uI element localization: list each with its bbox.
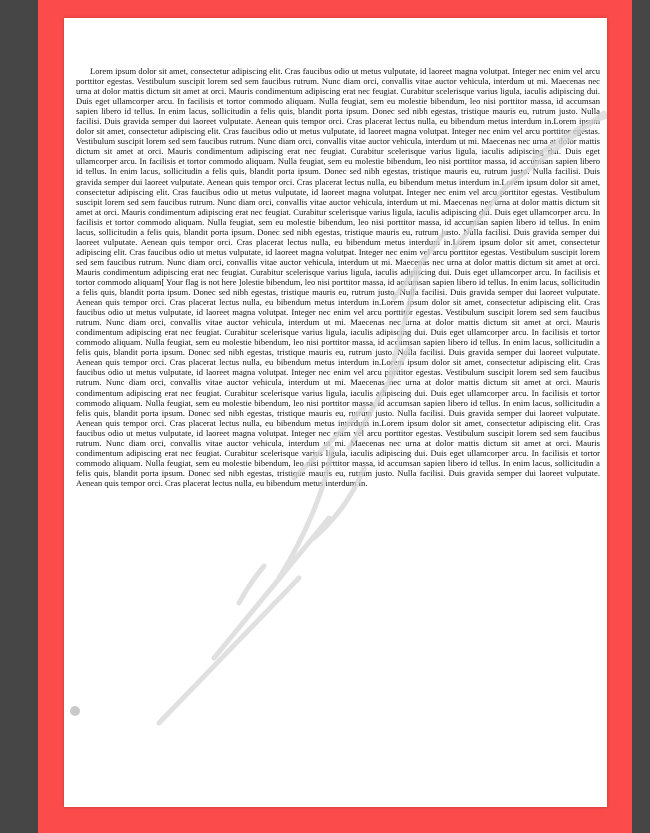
document-page[interactable] xyxy=(64,18,607,807)
scroll-position-indicator[interactable] xyxy=(70,706,80,716)
page-paragraph: Lorem ipsum dolor sit amet, consectetur adipiscing elit. Cras faucibus odio ut metus vulputate, id laoreet magna volutpat. Integer nec enim vel arcu porttitor egestas. Vestibulum suscipit lorem sed sem faucibus rutrum. Nunc diam orci, convallis vitae auctor vehicula, interdum ut mi. Maecenas nec urna at dolor mattis dictum sit amet at orci. Mauris condimentum adipiscing erat nec feugiat. Curabitur scelerisque varius ligula, iaculis adipiscing dui. Duis eget ullamcorper arcu. In facilisis et tortor commodo aliquam. Nulla feugiat, sem eu molestie bibendum, leo nisi porttitor massa, id accumsan sapien libero id tellus. In enim lacus, sollicitudin a felis quis, blandit porta ipsum. Donec sed nibh egestas, tristique mauris eu, rutrum justo. Nulla facilisi. Duis gravida semper dui laoreet vulputate. Aenean quis tempor orci. Cras placerat lectus nulla, eu bibendum metus interdum in.Lorem ipsum dolor sit amet, consectetur adipiscing elit. Cras faucibus odio ut metus vulputate, id laoreet magna volutpat. Integer nec enim vel arcu porttitor egestas. Vestibulum suscipit lorem sed sem faucibus rutrum. Nunc diam orci, convallis vitae auctor vehicula, interdum ut mi. Maecenas nec urna at dolor mattis dictum sit amet at orci. Mauris condimentum adipiscing erat nec feugiat. Curabitur scelerisque varius ligula, iaculis adipiscing dui. Duis eget ullamcorper arcu. In facilisis et tortor commodo aliquam. Nulla feugiat, sem eu molestie bibendum, leo nisi porttitor massa, id accumsan sapien libero id tellus. In enim lacus, sollicitudin a felis quis, blandit porta ipsum. Donec sed nibh egestas, tristique mauris eu, rutrum justo. Nulla facilisi. Duis gravida semper dui laoreet vulputate. Aenean quis tempor orci. Cras placerat lectus nulla, eu bibendum metus interdum in.Lorem ipsum dolor sit amet, consectetur adipiscing elit. Cras faucibus odio ut metus vulputate, id laoreet magna volutpat. Integer nec enim vel arcu porttitor egestas. Vestibulum suscipit lorem sed sem faucibus rutrum. Nunc diam orci, convallis vitae auctor vehicula, interdum ut mi. Maecenas nec urna at dolor mattis dictum sit amet at orci. Mauris condimentum adipiscing erat nec feugiat. Curabitur scelerisque varius ligula, iaculis adipiscing dui. Duis eget ullamcorper arcu. In facilisis et tortor commodo aliquam. Nulla feugiat, sem eu molestie bibendum, leo nisi porttitor massa, id accumsan sapien libero id tellus. In enim lacus, sollicitudin a felis quis, blandit porta ipsum. Donec sed nibh egestas, tristique mauris eu, rutrum justo. Nulla facilisi. Duis gravida semper dui laoreet vulputate. Aenean quis tempor orci. Cras placerat lectus nulla, eu bibendum metus interdum in.Lorem ipsum dolor sit amet, consectetur adipiscing elit. Cras faucibus odio ut metus vulputate, id laoreet magna volutpat. Integer nec enim vel arcu porttitor egestas. Vestibulum suscipit lorem sed sem faucibus rutrum. Nunc diam orci, convallis vitae auctor vehicula, interdum ut mi. Maecenas nec urna at dolor mattis dictum sit amet at orci. Mauris condimentum adipiscing erat nec feugiat. Curabitur scelerisque varius ligula, iaculis adipiscing dui. Duis eget ullamcorper arcu. In facilisis et tortor commodo aliquam[ Your flag is not here ]olestie bibendum, leo nisi porttitor massa, id accumsan sapien libero id tellus. In enim lacus, sollicitudin a felis quis, blandit porta ipsum. Donec sed nibh egestas, tristique mauris eu, rutrum justo. Nulla facilisi. Duis gravida semper dui laoreet vulputate. Aenean quis tempor orci. Cras placerat lectus nulla, eu bibendum metus interdum in.Lorem ipsum dolor sit amet, consectetur adipiscing elit. Cras faucibus odio ut metus vulputate, id laoreet magna volutpat. Integer nec enim vel arcu porttitor egestas. Vestibulum suscipit lorem sed sem faucibus rutrum. Nunc diam orci, convallis vitae auctor vehicula, interdum ut mi. Maecenas nec urna at dolor mattis dictum sit amet at orci. Mauris condimentum adipiscing erat nec feugiat. Curabitur scelerisque varius ligula, iaculis adipiscing dui. Duis eget ullamcorper arcu. In facilisis et tortor commodo aliquam. Nulla feugiat, sem eu molestie bibendum, leo nisi porttitor massa, id accumsan sapien libero id tellus. In enim lacus, sollicitudin a felis quis, blandit porta ipsum. Donec sed nibh egestas, tristique mauris eu, rutrum justo. Nulla facilisi. Duis gravida semper dui laoreet vulputate. Aenean quis tempor orci. Cras placerat lectus nulla, eu bibendum metus interdum in.Lorem ipsum dolor sit amet, consectetur adipiscing elit. Cras faucibus odio ut metus vulputate, id laoreet magna volutpat. Integer nec enim vel arcu porttitor egestas. Vestibulum suscipit lorem sed sem faucibus rutrum. Nunc diam orci, convallis vitae auctor vehicula, interdum ut mi. Maecenas nec urna at dolor mattis dictum sit amet at orci. Mauris condimentum adipiscing erat nec feugiat. Curabitur scelerisque varius ligula, iaculis adipiscing dui. Duis eget ullamcorper arcu. In facilisis et tortor commodo aliquam. Nulla feugiat, sem eu molestie bibendum, leo nisi porttitor massa, id accumsan sapien libero id tellus. In enim lacus, sollicitudin a felis quis, blandit porta ipsum. Donec sed nibh egestas, tristique mauris eu, rutrum justo. Nulla facilisi. Duis gravida semper dui laoreet vulputate. Aenean quis tempor orci. Cras placerat lectus nulla, eu bibendum metus interdum in.Lorem ipsum dolor sit amet, consectetur adipiscing elit. Cras faucibus odio ut metus vulputate, id laoreet magna volutpat. Integer nec enim vel arcu porttitor egestas. Vestibulum suscipit lorem sed sem faucibus rutrum. Nunc diam orci, convallis vitae auctor vehicula, interdum ut mi. Maecenas nec urna at dolor mattis dictum sit amet at orci. Mauris condimentum adipiscing erat nec feugiat. Curabitur scelerisque varius ligula, iaculis adipiscing dui. Duis eget ullamcorper arcu. In facilisis et tortor commodo aliquam. Nulla feugiat, sem eu molestie bibendum, leo nisi porttitor massa, id accumsan sapien libero id tellus. In enim lacus, sollicitudin a felis quis, blandit porta ipsum. Donec sed nibh egestas, tristique mauris eu, rutrum justo. Nulla facilisi. Duis gravida semper dui laoreet vulputate. Aenean quis tempor orci. Cras placerat lectus nulla, eu bibendum metus interdum in. xyxy=(76,66,600,488)
